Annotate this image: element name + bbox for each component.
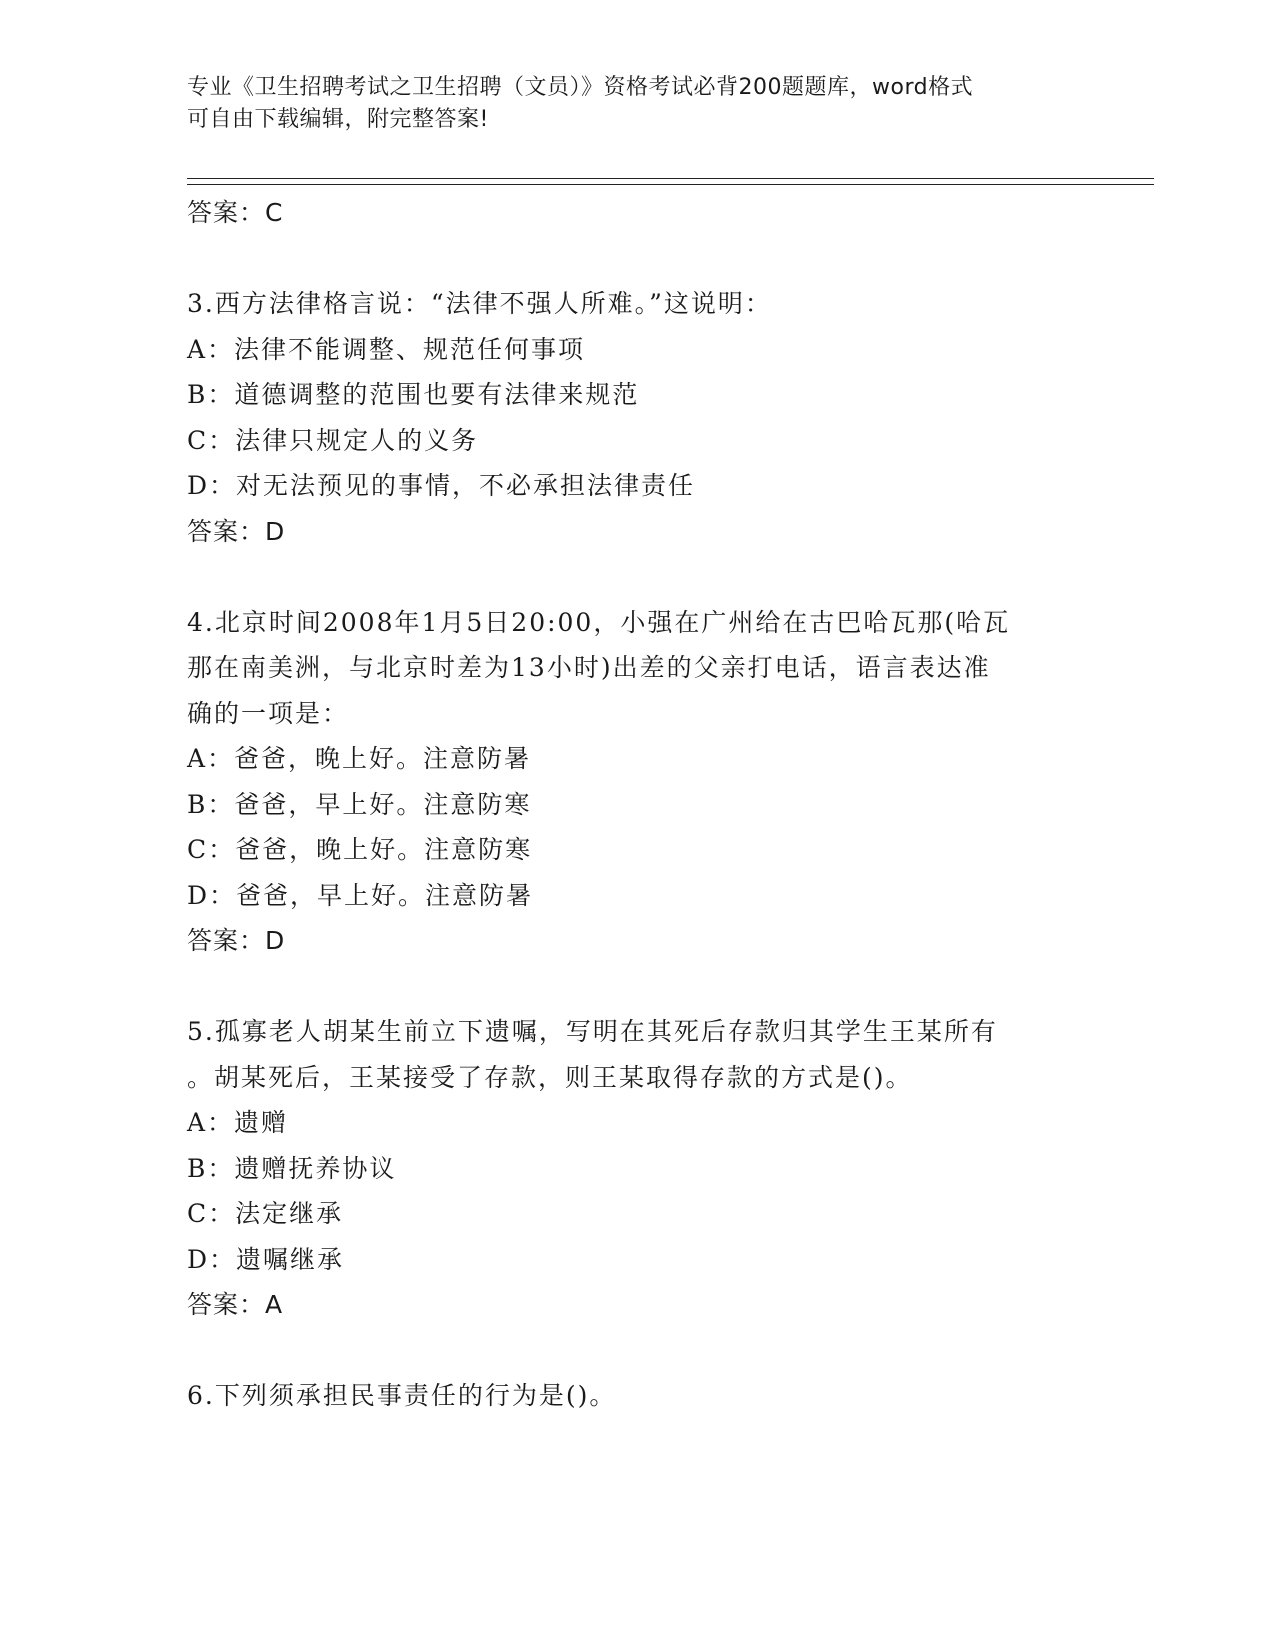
question-text: 确的一项是： [187,698,350,728]
option-c: C：爸爸，晚上好。注意防寒 [187,835,533,864]
document-header [187,72,1087,136]
question-text: 4.北京时间2008年1月5日20:00，小强在广州给在古巴哈瓦那(哈瓦 [187,607,1011,637]
option-a: A：遗赠 [187,1108,289,1137]
question-5 [187,1009,1087,1328]
header-divider-bottom [187,184,1154,185]
spacer [187,1328,1087,1374]
answer: 答案：D [187,926,286,955]
header-line-2: 可自由下载编辑，附完整答案! [187,107,489,132]
option-d: D：爸爸，早上好。注意防暑 [187,880,534,910]
header-divider-top [187,178,1154,179]
question-list [187,190,1087,1419]
spacer [187,554,1087,600]
question-text: 那在南美洲，与北京时差为13小时)出差的父亲打电话，语言表达准 [187,653,991,682]
question-6 [187,1373,1087,1419]
header-line-1: 专业《卫生招聘考试之卫生招聘（文员）》资格考试必背200题题库，word格式 [187,75,974,100]
question-text: 。胡某死后，王某接受了存款，则王某取得存款的方式是()。 [187,1062,913,1092]
question-3 [187,281,1087,554]
question-4 [187,600,1087,964]
option-a: A：法律不能调整、规范任何事项 [187,334,586,364]
question-text: 5.孤寡老人胡某生前立下遗嘱，写明在其死后存款归其学生王某所有 [187,1017,998,1046]
answer: 答案：D [187,516,286,546]
option-b: B：道德调整的范围也要有法律来规范 [187,380,640,409]
option-c: C：法定继承 [187,1199,344,1228]
question-text: 6.下列须承担民事责任的行为是()。 [187,1381,617,1410]
option-b: B：爸爸，早上好。注意防寒 [187,789,532,819]
question-text: 3.西方法律格言说：“法律不强人所难。”这说明： [187,289,772,318]
answer-prev: 答案：C [187,198,284,227]
spacer [187,964,1087,1010]
option-b: B：遗赠抚养协议 [187,1153,397,1183]
option-c: C：法律只规定人的义务 [187,425,479,455]
spacer [187,236,1087,282]
option-d: D：遗嘱继承 [187,1244,345,1274]
option-d: D：对无法预见的事情，不必承担法律责任 [187,471,696,500]
option-a: A：爸爸，晚上好。注意防暑 [187,744,532,773]
answer: 答案：A [187,1290,284,1319]
